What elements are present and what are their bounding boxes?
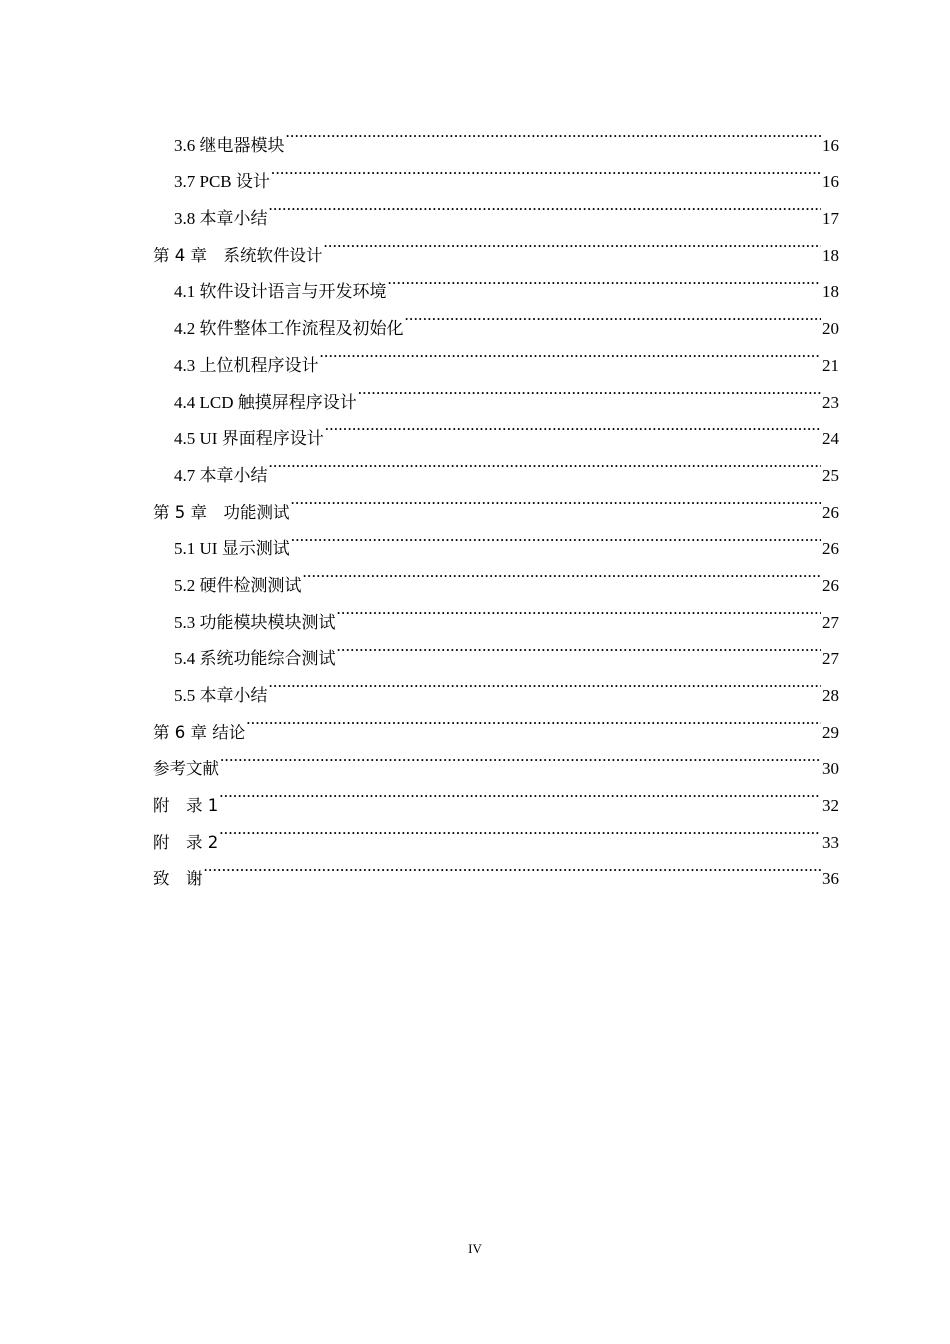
toc-entry-title: 4.1 软件设计语言与开发环境 <box>174 282 387 302</box>
toc-entry-page: 29 <box>822 722 839 742</box>
dot-leader <box>271 151 821 188</box>
dot-leader <box>337 628 822 665</box>
toc-entry-title: 5.1 UI 显示测试 <box>174 539 290 559</box>
dot-leader <box>303 554 822 591</box>
toc-chapter-entry[interactable] <box>153 848 839 889</box>
toc-entry-title: 致 谢 <box>153 869 203 889</box>
toc-entry-page: 21 <box>822 355 839 375</box>
toc-entry-page: 32 <box>822 796 839 816</box>
toc-entry-title: 第 5 章 功能测试 <box>153 502 290 522</box>
toc-chapter-entry[interactable] <box>153 701 839 742</box>
toc-entry-title: 5.4 系统功能综合测试 <box>174 649 336 669</box>
toc-entry-title: 3.8 本章小结 <box>174 209 268 229</box>
toc-entry-title: 第 4 章 系统软件设计 <box>153 245 323 265</box>
toc-entry-page: 18 <box>822 282 839 302</box>
toc-entry-title: 5.3 功能模块模块测试 <box>174 612 336 632</box>
toc-entry-title: 第 6 章 结论 <box>153 722 246 742</box>
dot-leader <box>337 591 822 628</box>
table-of-contents <box>153 114 839 889</box>
toc-entry-page: 27 <box>822 612 839 632</box>
toc-entry-title: 附 录 2 <box>153 832 219 852</box>
toc-entry-title: 3.7 PCB 设计 <box>174 172 270 192</box>
toc-entry-title: 5.2 硬件检测测试 <box>174 575 302 595</box>
toc-chapter-entry[interactable] <box>153 738 839 779</box>
toc-entry-title: 4.5 UI 界面程序设计 <box>174 429 324 449</box>
toc-entry-page: 20 <box>822 319 839 339</box>
dot-leader <box>405 297 822 334</box>
dot-leader <box>219 774 821 811</box>
page-number: IV <box>468 1241 482 1256</box>
toc-entry-page: 33 <box>822 832 839 852</box>
toc-entry-page: 36 <box>822 869 839 889</box>
dot-leader <box>269 664 822 701</box>
toc-entry-page: 28 <box>822 686 839 705</box>
toc-entry-page: 17 <box>822 209 839 229</box>
dot-leader <box>324 224 822 261</box>
toc-entry-title: 附 录 1 <box>153 796 219 816</box>
toc-entry-page: 23 <box>822 392 839 412</box>
toc-entry-title: 4.2 软件整体工作流程及初始化 <box>174 319 404 339</box>
toc-entry-page: 26 <box>822 539 839 559</box>
toc-entry-page: 27 <box>822 649 839 669</box>
toc-entry-page: 30 <box>822 759 839 779</box>
toc-chapter-entry[interactable] <box>153 774 839 816</box>
dot-leader <box>286 114 822 151</box>
dot-leader <box>325 408 821 445</box>
toc-entry-title: 参考文献 <box>153 759 219 779</box>
toc-entry-page: 26 <box>822 575 839 595</box>
dot-leader <box>219 811 821 848</box>
toc-entry-page: 16 <box>822 135 839 155</box>
toc-entry-page: 24 <box>822 429 839 449</box>
dot-leader <box>320 334 822 371</box>
toc-entry-title: 4.3 上位机程序设计 <box>174 355 319 375</box>
dot-leader <box>269 187 822 224</box>
toc-entry-page: 18 <box>822 245 839 265</box>
toc-entry-page: 26 <box>822 502 839 522</box>
toc-entry-title: 3.6 继电器模块 <box>174 135 285 155</box>
dot-leader <box>291 518 821 555</box>
dot-leader <box>204 848 822 885</box>
dot-leader <box>388 261 822 298</box>
toc-entry-title: 4.4 LCD 触摸屏程序设计 <box>174 392 357 412</box>
toc-chapter-entry[interactable] <box>153 811 839 852</box>
dot-leader <box>291 481 822 518</box>
toc-entry[interactable] <box>153 114 839 155</box>
dot-leader <box>220 738 821 775</box>
toc-entry-page: 16 <box>822 172 839 192</box>
toc-entry-page: 25 <box>822 465 839 485</box>
dot-leader <box>358 371 821 408</box>
toc-entry-title: 4.7 本章小结 <box>174 465 268 485</box>
dot-leader <box>269 444 822 481</box>
toc-entry-title: 5.5 本章小结 <box>174 686 268 705</box>
dot-leader <box>246 701 821 738</box>
